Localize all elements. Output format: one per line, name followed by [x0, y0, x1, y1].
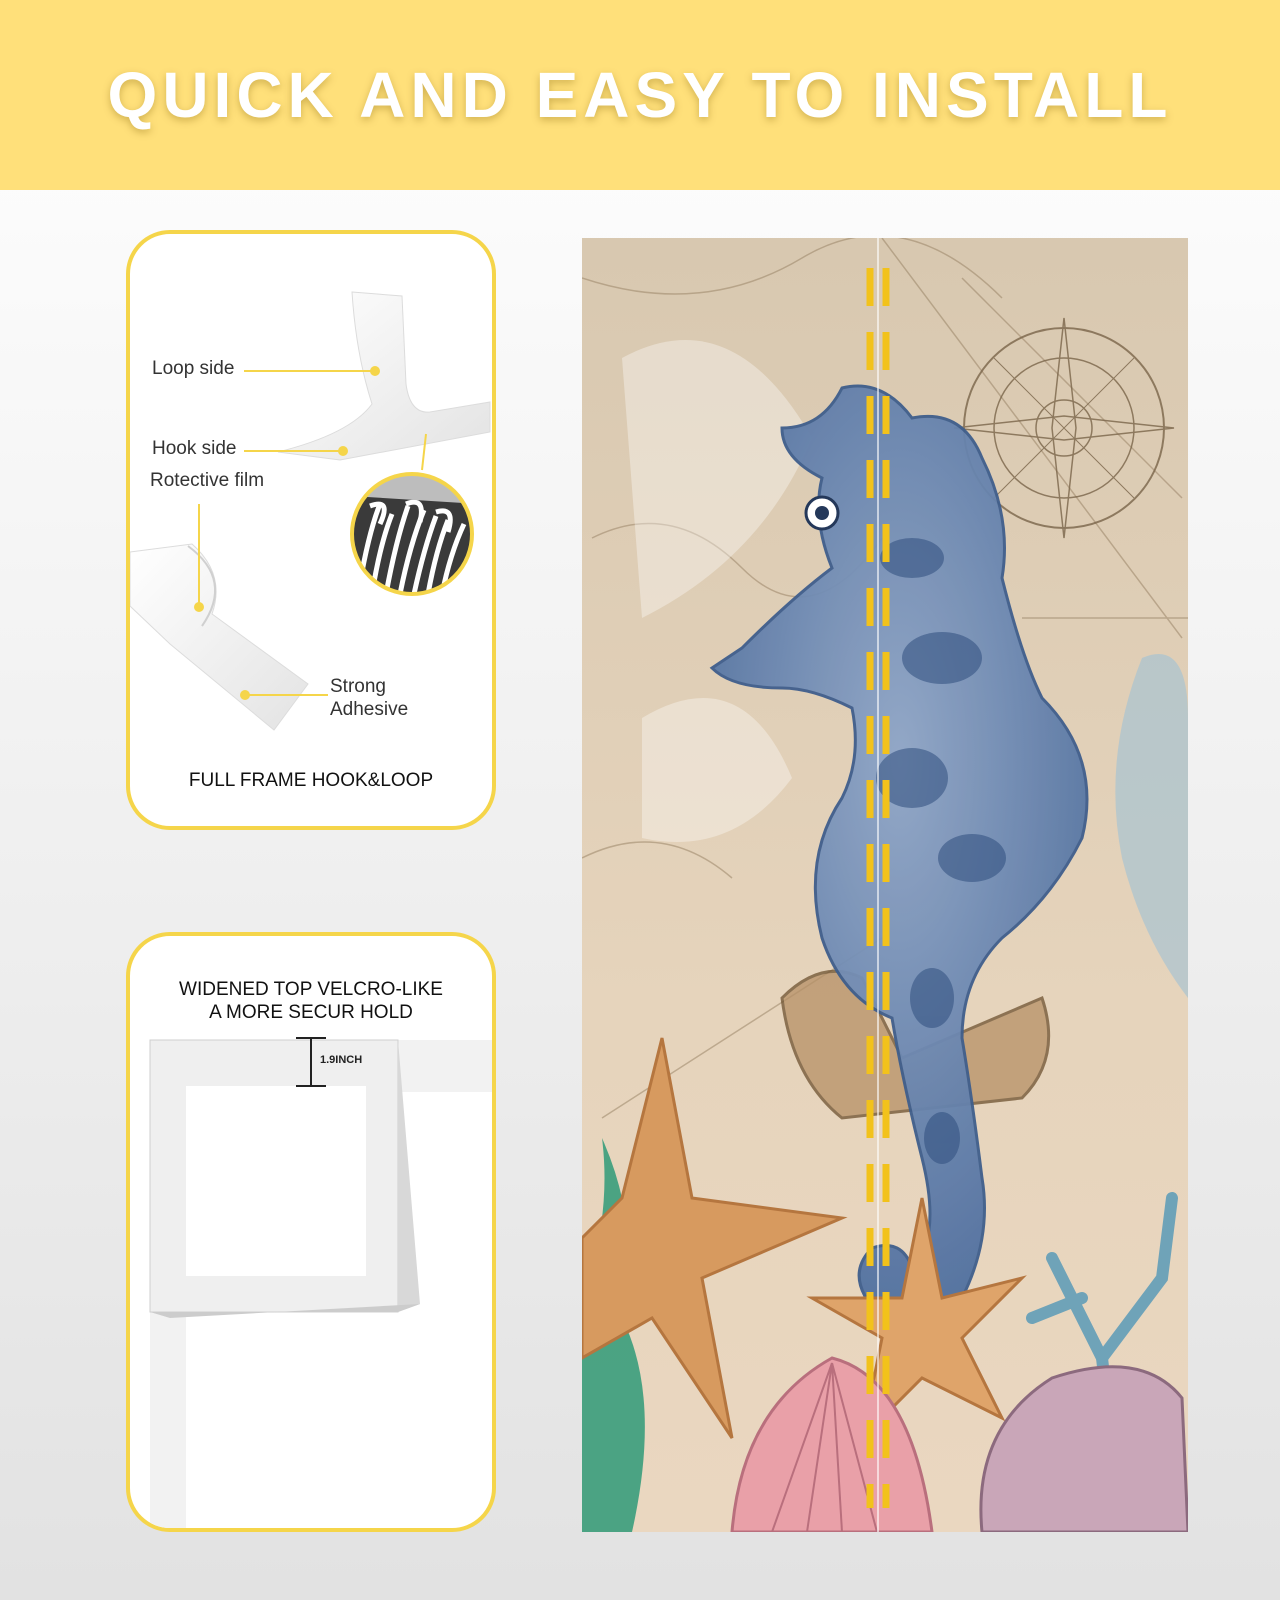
widened-top-caption-line2: A MORE SECUR HOLD — [209, 1002, 413, 1023]
strong-label: Strong — [330, 676, 386, 697]
protective-film-label: Rotective film — [150, 470, 265, 491]
page-title: QUICK AND EASY TO INSTALL — [107, 59, 1173, 131]
widened-top-caption-line1: WIDENED TOP VELCRO-LIKE — [179, 979, 443, 1000]
dimension-label: 1.9INCH — [320, 1054, 363, 1066]
seahorse-artwork — [582, 238, 1188, 1532]
loop-side-dot — [370, 366, 380, 376]
strong-adhesive-pointer — [248, 694, 328, 696]
protective-film-dot — [194, 602, 204, 612]
hook-side-dot — [338, 446, 348, 456]
header-banner — [0, 0, 1280, 190]
loop-side-label: Loop side — [152, 358, 235, 379]
velcro-tape-illustration — [130, 234, 492, 826]
hook-side-label: Hook side — [152, 438, 237, 459]
hook-side-pointer — [244, 450, 344, 452]
loop-side-pointer — [244, 370, 374, 372]
adhesive-label: Adhesive — [330, 699, 409, 720]
screen-curtain-illustration — [582, 238, 1188, 1532]
protective-film-pointer — [198, 504, 200, 604]
hook-loop-caption: FULL FRAME HOOK&LOOP — [188, 770, 434, 791]
widened-top-illustration — [130, 936, 492, 1528]
widened-top-card — [126, 932, 496, 1532]
hook-loop-card — [126, 230, 496, 830]
